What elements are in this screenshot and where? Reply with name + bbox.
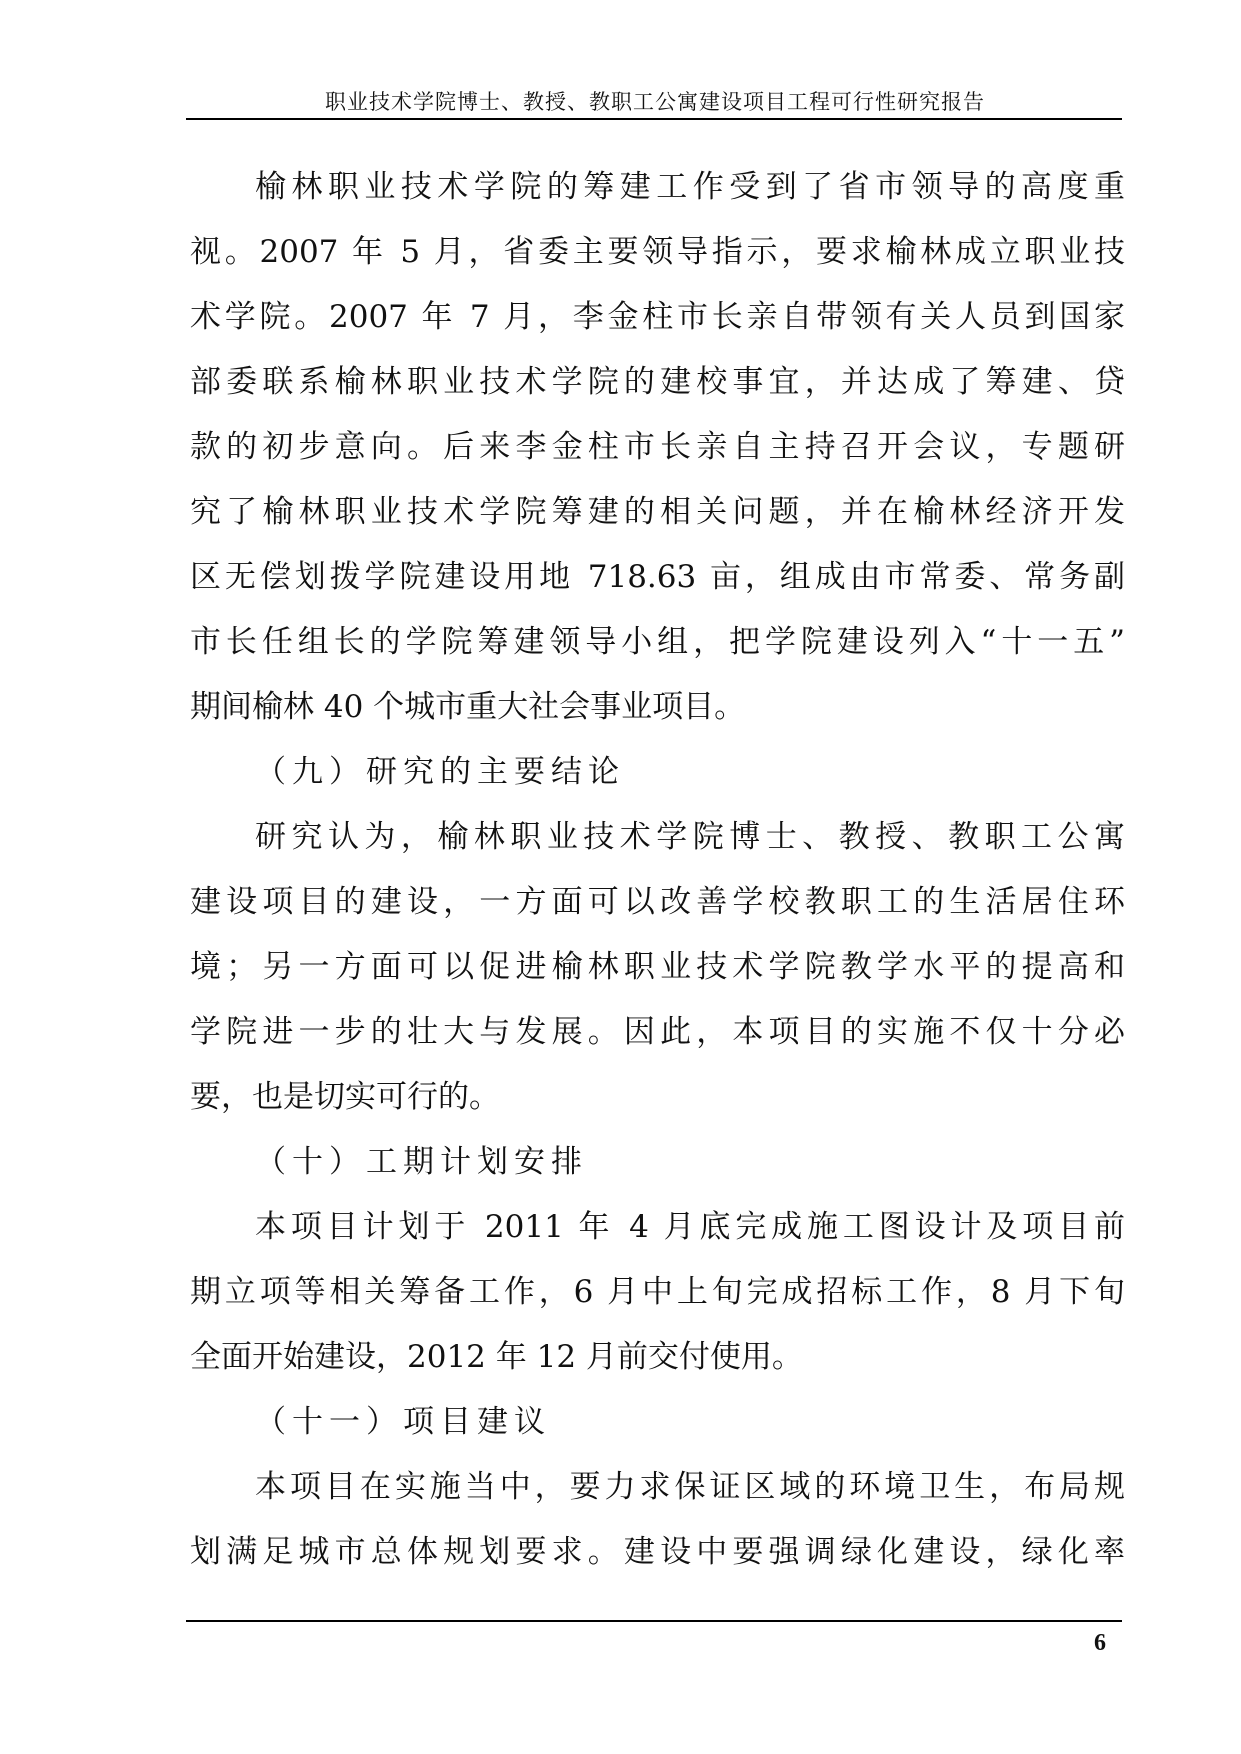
section-heading: （十一）项目建议 — [255, 1404, 551, 1440]
paragraph-line: 学院进一步的壮大与发展。因此，本项目的实施不仅十分必 — [190, 1014, 1125, 1050]
paragraph-line: 期立项等相关筹备工作，6 月中上旬完成招标工作，8 月下旬 — [190, 1274, 1125, 1310]
section-heading: （九）研究的主要结论 — [255, 754, 625, 790]
footer-divider — [186, 1620, 1122, 1622]
paragraph-line: 建设项目的建设，一方面可以改善学校教职工的生活居住环 — [190, 884, 1125, 920]
paragraph-line: 榆林职业技术学院的筹建工作受到了省市领导的高度重 — [255, 169, 1125, 205]
document-body — [190, 155, 1125, 1585]
paragraph-line: 术学院。2007 年 7 月，李金柱市长亲自带领有关人员到国家 — [190, 299, 1125, 335]
running-header: 职业技术学院博士、教授、教职工公寓建设项目工程可行性研究报告 — [325, 90, 985, 114]
paragraph-line: 境；另一方面可以促进榆林职业技术学院教学水平的提高和 — [190, 949, 1125, 985]
section-heading: （十）工期计划安排 — [255, 1144, 588, 1180]
paragraph-line: 究了榆林职业技术学院筹建的相关问题，并在榆林经济开发 — [190, 494, 1125, 530]
paragraph-line: 区无偿划拨学院建设用地 718.63 亩，组成由市常委、常务副 — [190, 559, 1125, 595]
paragraph-line: 要，也是切实可行的。 — [190, 1079, 500, 1115]
paragraph-line: 研究认为，榆林职业技术学院博士、教授、教职工公寓 — [255, 819, 1125, 855]
paragraph-line: 划满足城市总体规划要求。建设中要强调绿化建设，绿化率 — [190, 1534, 1125, 1570]
header-divider — [186, 118, 1122, 120]
paragraph-line: 期间榆林 40 个城市重大社会事业项目。 — [190, 689, 746, 725]
paragraph-line: 市长任组长的学院筹建领导小组，把学院建设列入“十一五” — [190, 624, 1125, 660]
paragraph-line: 部委联系榆林职业技术学院的建校事宜，并达成了筹建、贷 — [190, 364, 1125, 400]
paragraph-line: 本项目在实施当中，要力求保证区域的环境卫生，布局规 — [255, 1469, 1125, 1505]
paragraph-line: 款的初步意向。后来李金柱市长亲自主持召开会议，专题研 — [190, 429, 1125, 465]
paragraph-line: 本项目计划于 2011 年 4 月底完成施工图设计及项目前 — [255, 1209, 1125, 1245]
paragraph-line: 视。2007 年 5 月，省委主要领导指示，要求榆林成立职业技 — [190, 234, 1125, 270]
page-number: 6 — [1094, 1630, 1106, 1656]
paragraph-line: 全面开始建设，2012 年 12 月前交付使用。 — [190, 1339, 803, 1375]
